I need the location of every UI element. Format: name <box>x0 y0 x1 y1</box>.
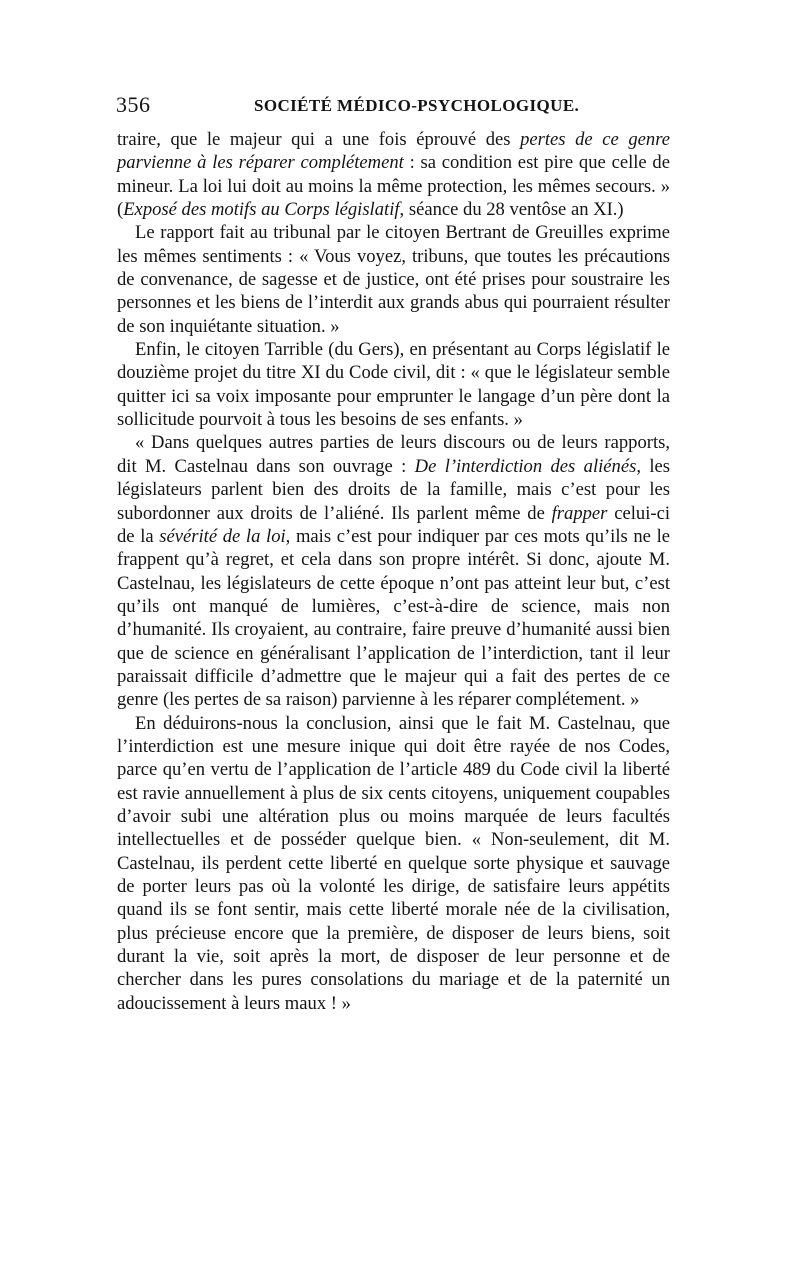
text-segment: Le rapport fait au tribunal par le citoyen Bertrant de Greuilles exprime les mêmes sentiments : « Vous voyez, tribuns, que toutes les précautions de convenance, de sagesse et de justice, ont été prises pour soustraire les personnes et les biens de l’interdit aux grands abus qui pourraient résulter de son inquiétante situation. » <box>117 222 670 337</box>
paragraph <box>117 128 670 221</box>
text-segment: traire, que le majeur qui a une fois éprouvé des <box>117 129 521 150</box>
italic-text: Exposé des motifs au Corps législatif <box>123 199 400 221</box>
text-segment: , les législateurs parlent bien des droits de la famille, mais c’est pour les subordonner aux droits de l’aliéné. Ils parlent même de <box>117 455 670 524</box>
italic-text: pertes de ce genre parvienne à les réparer complétement <box>117 129 670 174</box>
paragraph <box>117 221 670 338</box>
running-title: SOCIÉTÉ MÉDICO-PSYCHOLOGIQUE. <box>254 96 580 115</box>
text-segment: Enfin, le citoyen Tarrible (du Gers), en présentant au Corps législatif le douzième projet du titre XI du Code civil, dit : « que le législateur semble quitter ici sa voix imposante pour emprunter le langage d’un père dont la sollicitude pourvoit à tous les besoins de ses enfants. » <box>117 339 670 431</box>
text-segment: : sa condition est pire que celle de mineur. La loi lui doit au moins la même protection, les mêmes secours. » ( <box>117 152 670 221</box>
text-segment: « Dans quelques autres parties de leurs discours ou de leurs rapports, dit M. Castelnau dans son ouvrage : <box>117 432 670 477</box>
page-header <box>116 92 676 122</box>
body-text <box>117 128 670 1015</box>
text-segment: En déduirons-nous la conclusion, ainsi que le fait M. Castelnau, que l’interdiction est une mesure inique qui doit être rayée de nos Codes, parce qu’en vertu de l’application de l’article 489 du Code civil la liberté est ravie annuellement à plus de six cents citoyens, uniquement coupables d’avoir subi une altération plus ou moins marquée de leurs facultés intellectuelles et de posséder quelque bien. « Non-seulement, dit M. Castelnau, ils perdent cette liberté en quelque sorte physique et sauvage de porter leurs pas où la volonté les dirige, de satisfaire leurs appétits quand ils se font sentir, mais cette liberté morale née de la civilisation, plus précieuse encore que la première, de disposer de leurs biens, soit durant la vie, soit après la mort, de disposer de leur personne et de chercher dans les pures consolations du mariage et de la paternité un adoucissement à leurs maux ! » <box>117 712 670 1014</box>
text-segment: , mais c’est pour indiquer par ces mots qu’ils ne le frappent qu’à regret, et cela dans son propre intérêt. Si donc, ajoute M. Castelnau, les législateurs de cette époque n’ont pas atteint leur but, c’est qu’ils ont manqué de lumières, c’est-à-dire de science, mais non d’humanité. Ils croyaient, au contraire, faire preuve d’humanité aussi bien que de science en généralisant l’application de l’interdiction, tant il leur paraissait difficile d’admettre que le majeur qui a fait des pertes de ce genre (les pertes de sa raison) parvienne à les réparer complétement. » <box>117 525 671 711</box>
paragraph <box>117 338 670 431</box>
italic-text: sévérité de la loi <box>159 525 286 547</box>
page-number: 356 <box>116 92 151 117</box>
italic-text: frapper <box>551 502 608 524</box>
text-segment: , séance du 28 ventôse an XI.) <box>399 199 624 221</box>
paragraph <box>117 712 670 1015</box>
italic-text: De l’interdiction des aliénés <box>414 455 637 477</box>
text-segment: celui-ci de la <box>117 502 670 547</box>
paragraph <box>117 431 670 711</box>
